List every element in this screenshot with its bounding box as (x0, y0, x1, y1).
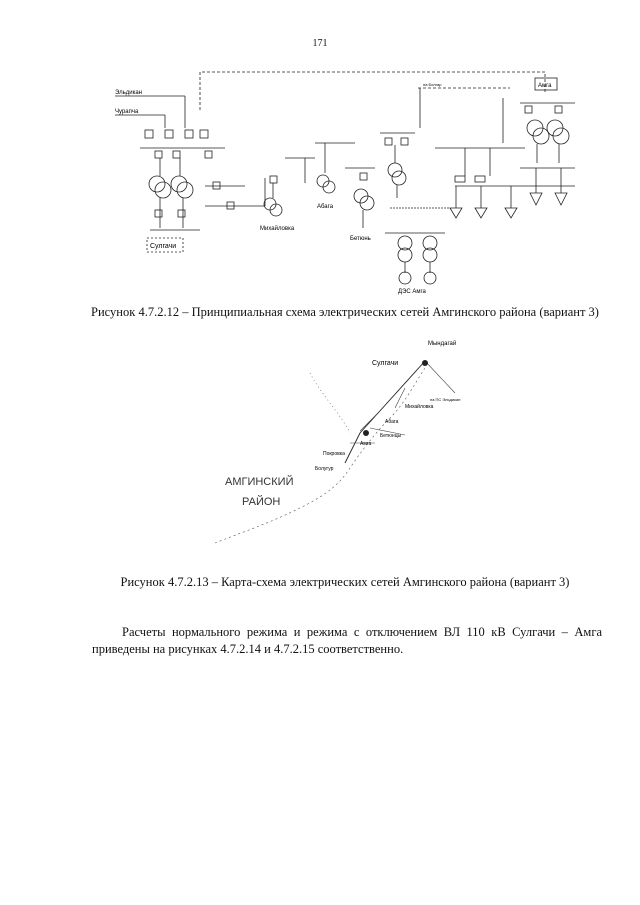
amga-marker (363, 430, 369, 436)
place-to-ps: на ПС Эльдикан (430, 397, 461, 402)
label-abaga: Абага (317, 204, 334, 210)
label-churapcha: Чурапча (115, 109, 139, 115)
place-sulgachi: Сулгачи (372, 360, 399, 367)
label-mikhailovka: Михайловка (260, 226, 295, 232)
label-des-amga: ДЭС Амга (398, 289, 426, 295)
place-amga: Амга (360, 441, 372, 447)
label-amga: Амга (538, 83, 552, 89)
electrical-schema-diagram (105, 58, 585, 298)
label-betyun: Бетюнь (350, 236, 371, 242)
place-betyuny: Бетюнцы (380, 433, 402, 439)
map-scheme-figure (200, 333, 500, 565)
label-sulgachi: Сулгачи (150, 243, 177, 250)
label-bolshaya: на Болгар (423, 82, 442, 87)
page-number: 171 (312, 38, 328, 49)
place-abaga: Абага (385, 419, 399, 425)
figure2-caption: Рисунок 4.7.2.13 – Карта-схема электрических сетей Амгинского района (вариант 3) (120, 575, 570, 589)
place-mikhailovka: Михайловка (405, 404, 434, 410)
region-label-line1: АМГИНСКИЙ (225, 476, 294, 488)
sulgachi-marker (422, 360, 428, 366)
place-bulun: Болугур (315, 466, 334, 472)
map-scheme (200, 333, 500, 565)
place-pokrovka: Покровка (323, 451, 345, 457)
label-eldikan: Эльдикан (115, 90, 142, 96)
region-label-line2: РАЙОН (242, 496, 281, 508)
place-myndagai: Мындагай (428, 341, 457, 347)
body-paragraph: Расчеты нормального режима и режима с отключением ВЛ 110 кВ Сулгачи – Амга приведены на рисунках 4.7.2.14 и 4.7.2.15 соответственно. (92, 625, 602, 656)
figure1-caption: Рисунок 4.7.2.12 – Принципиальная схема электрических сетей Амгинского района (вариант 3) (91, 305, 599, 319)
electrical-schema-figure (105, 58, 585, 298)
